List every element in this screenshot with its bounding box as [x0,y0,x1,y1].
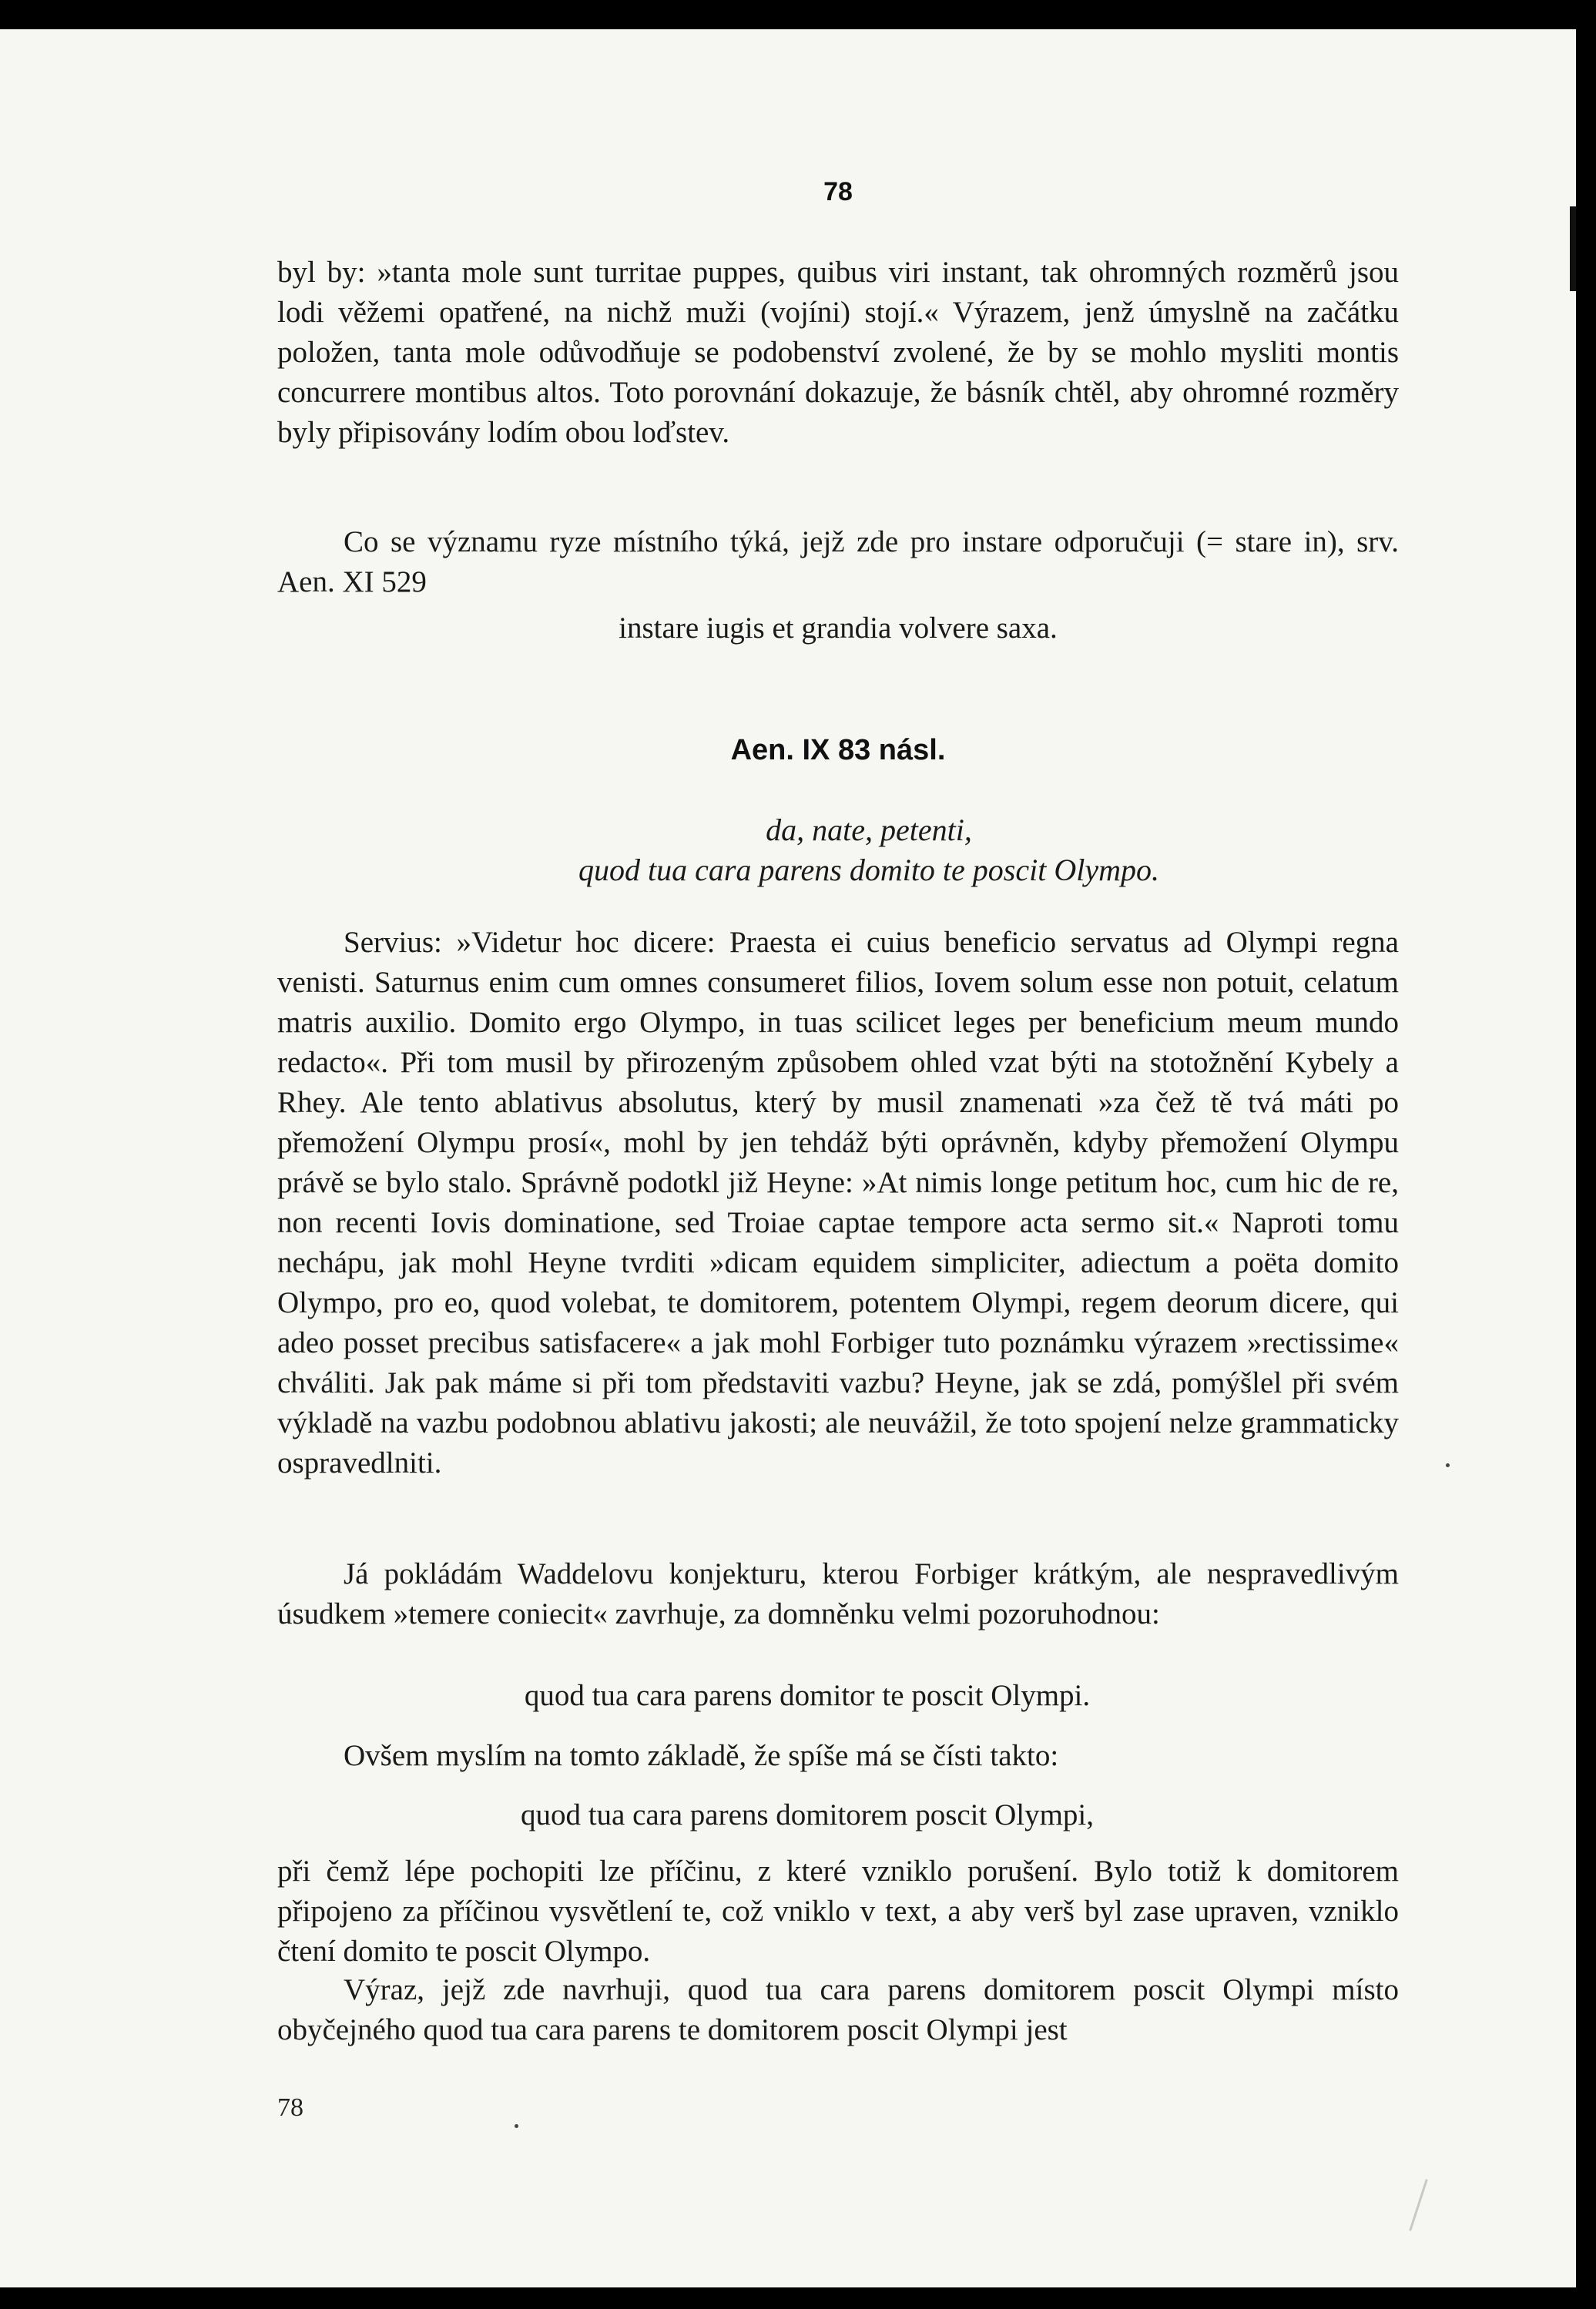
paragraph: Ovšem myslím na tomto základě, že spíše má se čísti takto: [344,1739,1059,1772]
verse-quote: instare iugis et grandia volvere saxa. [619,612,1058,645]
epigraph-line: quod tua cara parens domito te poscit Olympo. [578,853,1159,887]
paragraph: Výraz, jejž zde navrhuji, quod tua cara parens domitorem poscit Olympi místo obyčejného quod tua cara parens te domitorem poscit Olympi jest [277,1973,1399,2046]
scan-speck [515,2124,518,2128]
binding-edge-mark [1570,206,1576,291]
paragraph: Servius: »Videtur hoc dicere: Praesta ei cuius beneficio servatus ad Olympi regna venisti. Saturnus enim cum omnes consumeret filios, Iovem solum esse non potuit, celatum matris auxilio. Domito ergo Olympo, in tuas scilicet leges per beneficium meum mundo redacto«. Při tom musil by přirozeným způsobem ohled vzat býti na stotožnění Kybely a Rhey. Ale tento ablativus absolutus, který by musil znamenati »za čež tě tvá máti po přemožení Olympu prosí«, mohl by jen tehdáž býti oprávněn, kdyby přemožení Olympu právě se bylo stalo. Správně podotkl již Heyne: »At nimis longe petitum hoc, cum hic de re, non recenti Iovis dominatione, sed Troiae captae tempore acta sermo sit.« Naproti tomu nechápu, jak mohl Heyne tvrditi »dicam equidem simpliciter, adiectum a poëta domito Olympo, pro eo, quod volebat, te domitorem, potentem Olympi, regem deorum dicere, qui adeo posset precibus satisfacere« a jak mohl Forbiger tuto poznámku výrazem »rectissime« chváliti. Jak pak máme si při tom představiti vazbu? Heyne, jak se zdá, pomýšlel při svém výkladě na vazbu podobnou ablativu jakosti; ale neuvážil, že toto spojení nelze grammaticky ospravedlniti. [277,926,1399,1480]
page-number-bottom: 78 [277,2093,303,2122]
epigraph-line: da, nate, petenti, [766,813,972,847]
scan-speck [1446,1463,1450,1467]
scanned-page [0,29,1576,2287]
scan-scratch [1409,2179,1427,2231]
verse-quote: quod tua cara parens domitorem poscit Olympi, [520,1798,1095,1831]
paragraph: Já pokládám Waddelovu konjekturu, kterou Forbiger krátkým, ale nespravedlivým úsudkem »temere coniecit« zavrhuje, za domněnku velmi pozoruhodnou: [277,1557,1399,1630]
paragraph: Co se významu ryze místního týká, jejž zde pro instare odporučuji (= stare in), srv. Aen. XI 529 [277,525,1399,598]
section-heading: Aen. IX 83 násl. [730,734,946,766]
paragraph: byl by: »tanta mole sunt turritae puppes, quibus viri instant, tak ohromných rozměrů jsou lodi věžemi opatřené, na nichž muži (vojíni) stojí.« Výrazem, jenž úmyslně na začátku položen, tanta mole odůvodňuje se podobenství zvolené, že by se mohlo mysliti montis concurrere montibus altos. Toto porovnání dokazuje, že básník chtěl, aby ohromné rozměry byly připisovány lodím obou loďstev. [277,256,1399,449]
page-number-top: 78 [823,177,853,206]
paragraph: při čemž lépe pochopiti lze příčinu, z které vzniklo porušení. Bylo totiž k domitorem připojeno za příčinou vysvětlení te, což vniklo v text, a aby verš byl zase upraven, vzniklo čtení domito te poscit Olympo. [277,1855,1399,1968]
verse-quote: quod tua cara parens domitor te poscit Olympi. [524,1679,1091,1712]
